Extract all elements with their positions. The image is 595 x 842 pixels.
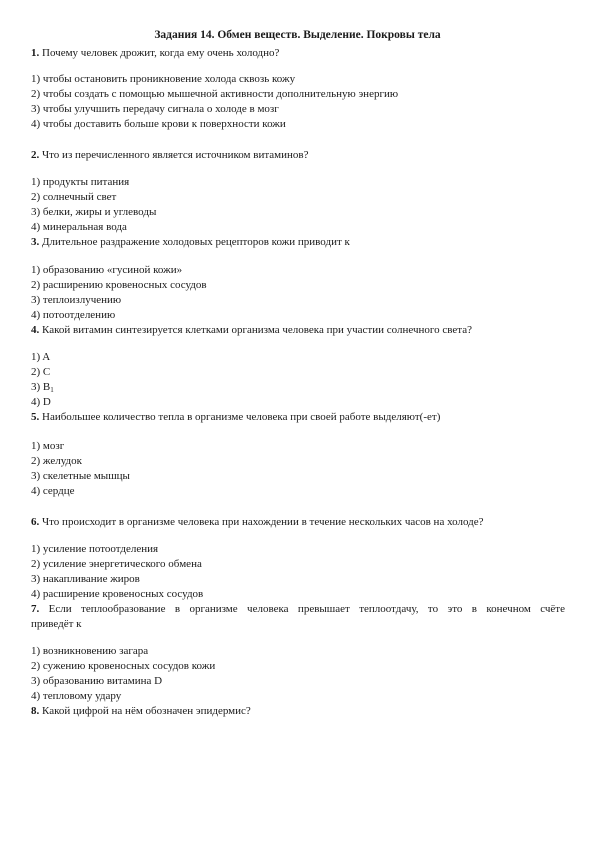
answer-option: 2) усиление энергетического обмена xyxy=(31,558,202,570)
question-2 xyxy=(31,149,308,162)
question-number: 5. xyxy=(31,411,40,423)
answer-option: 4) расширение кровеносных сосудов xyxy=(31,588,204,600)
question-number: 8. xyxy=(31,705,40,717)
question-number: 6. xyxy=(31,516,40,528)
answer-option: 2) солнечный свет xyxy=(31,191,117,203)
question-text: Наибольшее количество тепла в организме человека при своей работе выделяют(-ет) xyxy=(42,411,441,423)
question-1 xyxy=(31,47,279,60)
answer-option: 4) минеральная вода xyxy=(31,221,127,233)
question-text: Длительное раздражение холодовых рецепторов кожи приводит к xyxy=(42,236,350,248)
question-6 xyxy=(31,516,484,529)
answer-option: 4) чтобы доставить больше крови к поверхности кожи xyxy=(31,118,286,130)
question-number: 3. xyxy=(31,236,40,248)
answer-option: 3) образованию витамина D xyxy=(31,675,163,687)
answer-option: 3) белки, жиры и углеводы xyxy=(31,206,157,218)
question-text: Какой цифрой на нём обозначен эпидермис? xyxy=(42,705,251,717)
question-text: Что из перечисленного является источником витаминов? xyxy=(42,149,309,161)
question-text: Почему человек дрожит, когда ему очень холодно? xyxy=(42,47,280,59)
answer-option: 3) чтобы улучшить передачу сигнала о холоде в мозг xyxy=(31,103,279,115)
subscript-digit: 1 xyxy=(50,386,54,394)
answer-option: 2) расширению кровеносных сосудов xyxy=(31,279,207,291)
question-7-continuation: приведёт к xyxy=(31,618,82,630)
question-5 xyxy=(31,411,440,424)
answer-option-text: 3) B xyxy=(31,381,51,393)
question-4 xyxy=(31,324,472,337)
answer-option: 1) чтобы остановить проникновение холода сквозь кожу xyxy=(31,73,296,85)
question-number: 7. xyxy=(31,603,40,615)
question-number: 2. xyxy=(31,149,40,161)
question-number: 1. xyxy=(31,47,40,59)
question-number: 4. xyxy=(31,324,40,336)
answer-option: 2) сужению кровеносных сосудов кожи xyxy=(31,660,216,672)
answer-option: 3) теплоизлучению xyxy=(31,294,122,306)
answer-option: 1) A xyxy=(31,351,51,363)
answer-option: 1) усиление потоотделения xyxy=(31,543,159,555)
answer-option: 4) сердце xyxy=(31,485,75,497)
question-text: Что происходит в организме человека при нахождении в течение нескольких часов на холоде? xyxy=(42,516,484,528)
answer-option xyxy=(31,381,54,394)
question-text: Если теплообразование в организме человека превышает теплоотдачу, то это в конечном счёте xyxy=(48,603,565,615)
answer-option: 1) продукты питания xyxy=(31,176,130,188)
answer-option: 2) чтобы создать с помощью мышечной активности дополнительную энергию xyxy=(31,88,399,100)
answer-option: 1) образованию «гусиной кожи» xyxy=(31,264,183,276)
answer-option: 1) мозг xyxy=(31,440,65,452)
answer-option: 4) тепловому удару xyxy=(31,690,122,702)
question-text: Какой витамин синтезируется клетками организма человека при участии солнечного света? xyxy=(42,324,472,336)
question-8 xyxy=(31,705,251,718)
answer-option: 4) D xyxy=(31,396,51,408)
answer-option: 1) возникновению загара xyxy=(31,645,149,657)
answer-option: 2) C xyxy=(31,366,51,378)
answer-option: 2) желудок xyxy=(31,455,82,467)
answer-option: 4) потоотделению xyxy=(31,309,116,321)
answer-option: 3) накапливание жиров xyxy=(31,573,140,585)
document-title: Задания 14. Обмен веществ. Выделение. Покровы тела xyxy=(154,29,441,41)
question-3 xyxy=(31,236,350,249)
answer-option: 3) скелетные мышцы xyxy=(31,470,130,482)
question-7 xyxy=(31,603,565,616)
